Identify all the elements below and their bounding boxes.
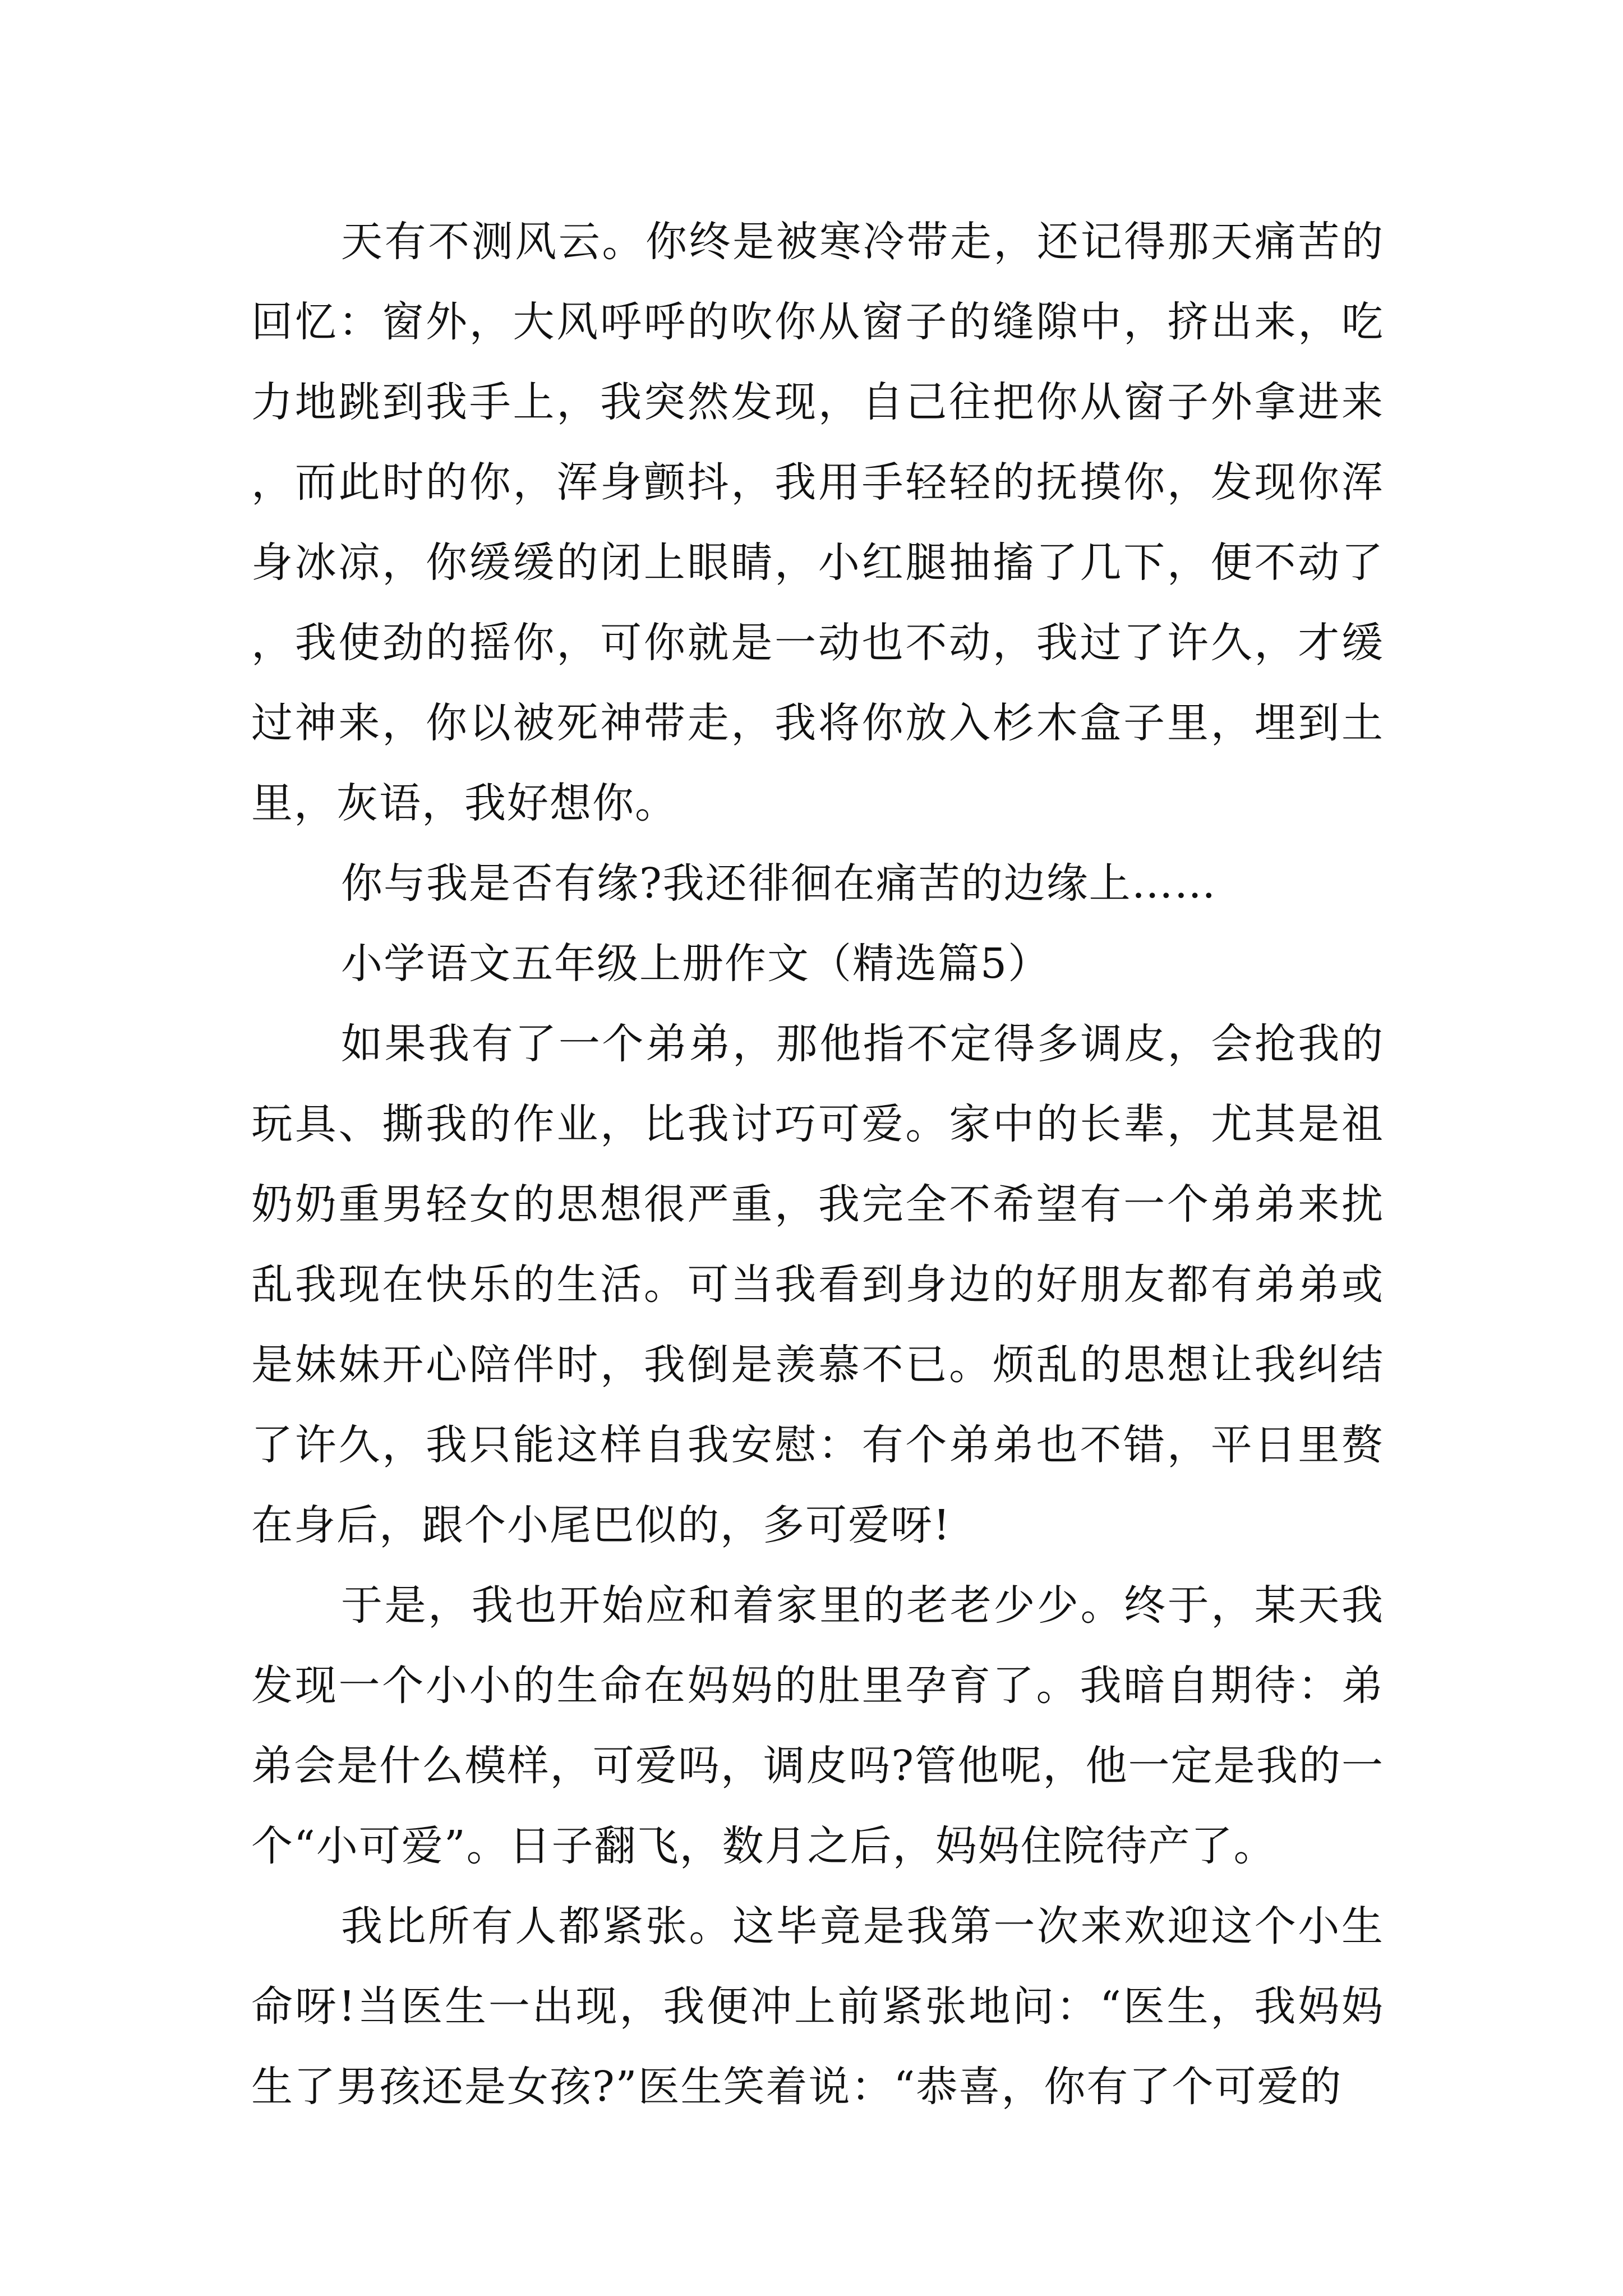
section-paragraph-1: 如果我有了一个弟弟，那他指不定得多调皮，会抢我的玩具、撕我的作业，比我讨巧可爱。家中的长辈，尤其是祖奶奶重男轻女的思想很严重，我完全不希望有一个弟弟来扰乱我现在快乐的生活。可当我看到身边的好朋友都有弟弟或是妹妹开心陪伴时，我倒是羡慕不已。烦乱的思想让我纠结了许久，我只能这样自我安慰：有个弟弟也不错，平日里赘在身后，跟个小尾巴似的，多可爱呀! xyxy=(251,1020,1384,1549)
paragraph-2: 你与我是否有缘?我还徘徊在痛苦的边缘上…… xyxy=(341,859,1217,908)
paragraph-1: 天有不测风云。你终是被寒冷带走，还记得那天痛苦的回忆：窗外，大风呼呼的吹你从窗子的缝隙中，挤出来，吃力地跳到我手上，我突然发现，自己往把你从窗子外拿进来，而此时的你，浑身颤抖，我用手轻轻的抚摸你，发现你浑身冰凉，你缓缓的闭上眼睛，小红腿抽搐了几下，便不动了，我使劲的摇你，可你就是一动也不动，我过了许久，才缓过神来，你以被死神带走，我将你放入杉木盒子里，埋到土里，灰语，我好想你。 xyxy=(251,218,1384,827)
document-body xyxy=(251,202,1384,2127)
section-title: 小学语文五年级上册作文（精选篇5） xyxy=(341,940,1051,988)
section-paragraph-3: 我比所有人都紧张。这毕竟是我第一次来欢迎这个小生命呀!当医生一出现，我便冲上前紧张地问：“医生，我妈妈生了男孩还是女孩?”医生笑着说：“恭喜，你有了个可爱的 xyxy=(251,1902,1384,2111)
section-paragraph-2: 于是，我也开始应和着家里的老老少少。终于，某天我发现一个小小的生命在妈妈的肚里孕育了。我暗自期待：弟弟会是什么模样，可爱吗，调皮吗?管他呢，他一定是我的一个“小可爱”。日子翻飞，数月之后，妈妈住院待产了。 xyxy=(251,1581,1384,1870)
